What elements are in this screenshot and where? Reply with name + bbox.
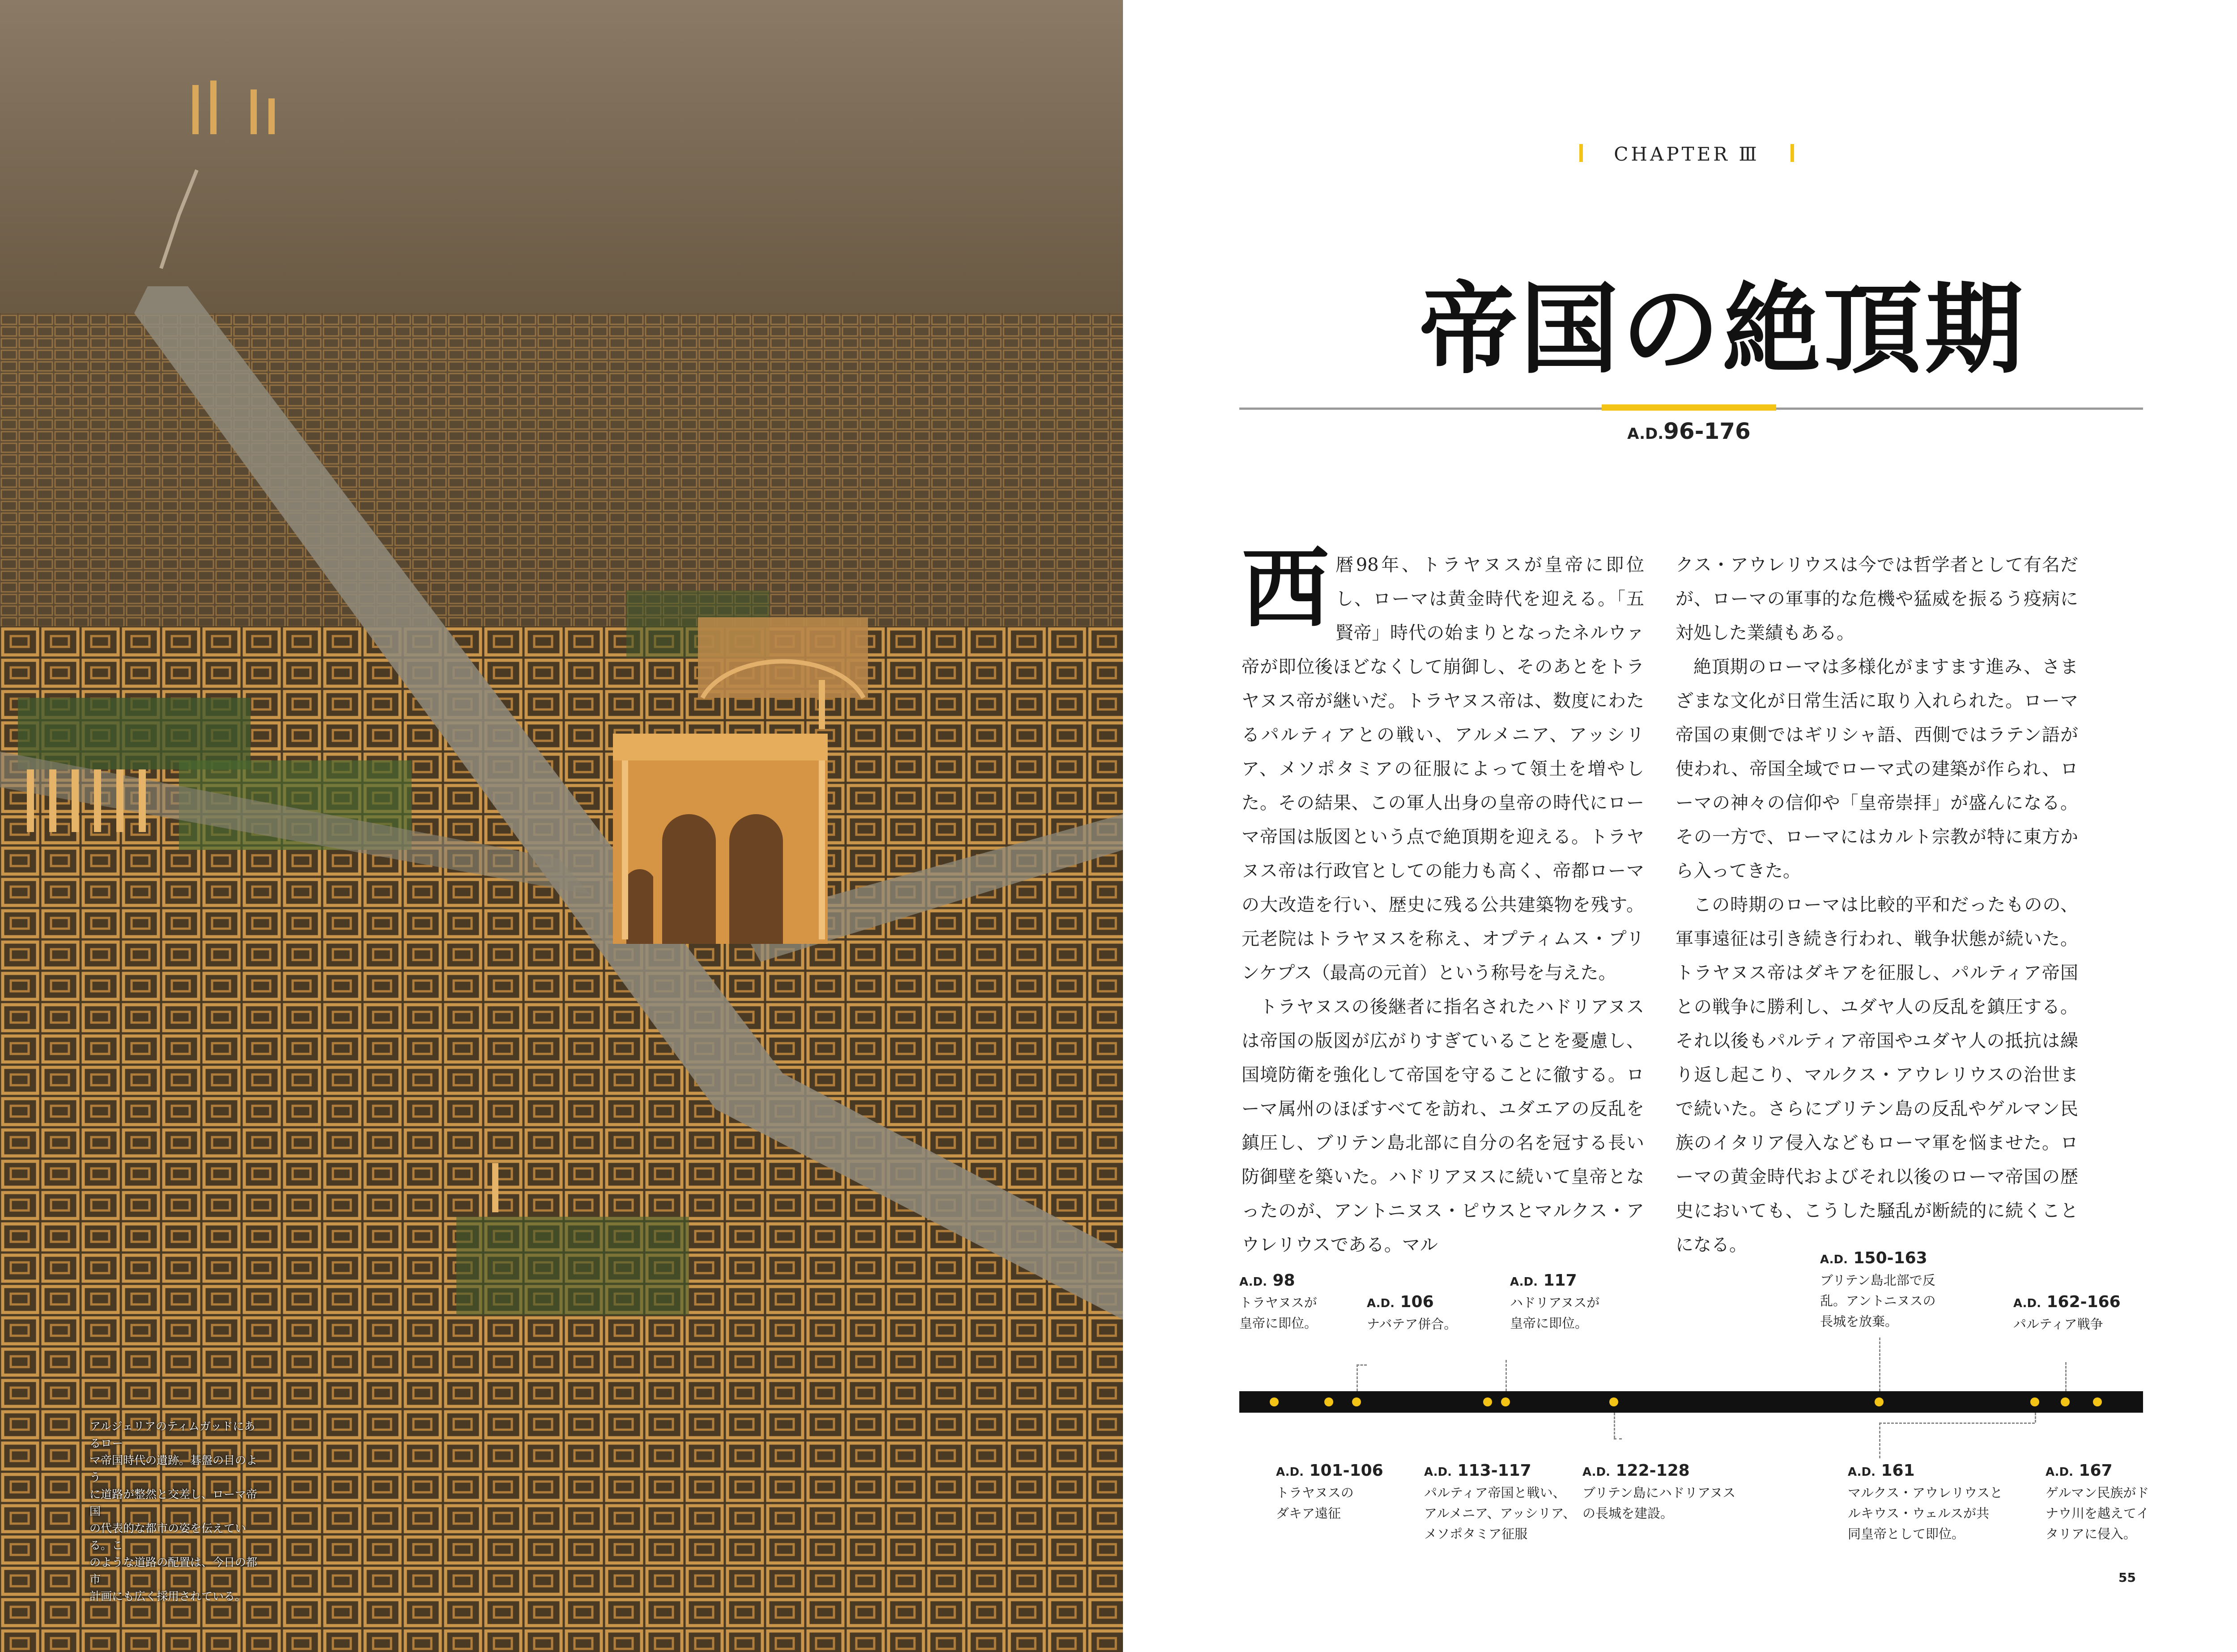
timeline-event-year-value: 162-166 <box>2041 1293 2121 1311</box>
chapter-bar-right <box>1790 144 1794 162</box>
timeline-event-year-value: 150-163 <box>1847 1249 1927 1267</box>
timeline-event-text: パルティア戦争 <box>2013 1317 2103 1332</box>
timeline-connector <box>1506 1360 1507 1391</box>
timeline-dot <box>1609 1397 1618 1406</box>
timeline-event-era: A.D. <box>1239 1275 1267 1289</box>
timeline-event-era: A.D. <box>1848 1465 1876 1479</box>
timeline-connector <box>2065 1362 2067 1391</box>
timeline-event <box>1239 1270 1317 1333</box>
caption-line: のような道路の配置は、今日の都市 <box>89 1556 258 1586</box>
timeline-event-text: ダキア遠征 <box>1276 1506 1341 1521</box>
body-column-2 <box>1676 548 2078 1262</box>
chapter-heading <box>1570 140 1803 166</box>
timeline-event <box>1820 1248 1936 1332</box>
timeline-event-year <box>1848 1461 2003 1482</box>
timeline-event-era: A.D. <box>1820 1253 1848 1266</box>
timeline-connector <box>1879 1423 2035 1424</box>
timeline-event-text: ナウ川を越えてイ <box>2046 1506 2150 1521</box>
photo-caption <box>89 1418 259 1605</box>
timeline-dot <box>1324 1397 1333 1406</box>
timeline-event-year <box>1820 1248 1936 1270</box>
paragraph: クス・アウレリウスは今では哲学者として有名だが、ローマの軍事的な危機や猛威を振るう疫病に対処した業績もある。 <box>1676 555 2078 643</box>
timeline-event-text: ブリテン島にハドリアヌス <box>1582 1485 1736 1500</box>
caption-line: の代表的な都市の姿を伝えている。こ <box>89 1522 247 1552</box>
timeline-event-text: マルクス・アウレリウスと <box>1848 1485 2003 1500</box>
timeline-event-year <box>1239 1270 1317 1292</box>
timeline-connector <box>1879 1423 1880 1458</box>
date-range-value: 96-176 <box>1663 418 1751 444</box>
timeline-event-text: タリアに侵入。 <box>2046 1526 2137 1542</box>
timeline-dot <box>1483 1397 1492 1406</box>
timeline-event-era: A.D. <box>1582 1465 1610 1479</box>
timeline-connector <box>1614 1413 1615 1438</box>
timeline-event-era: A.D. <box>1367 1297 1395 1310</box>
timeline-event <box>2046 1461 2149 1544</box>
timeline-dot <box>1875 1397 1884 1406</box>
timeline-event-text: アルメニア、アッシリア、 <box>1424 1506 1576 1521</box>
timeline-event-text: ナバテア併合。 <box>1367 1317 1457 1332</box>
timeline-event-text: メソポタミア征服 <box>1424 1526 1528 1542</box>
timeline-bar <box>1239 1391 2143 1413</box>
timeline-dot <box>1501 1397 1510 1406</box>
page-number: 55 <box>2118 1570 2136 1585</box>
timeline-connector <box>1614 1438 1622 1440</box>
timeline-event-year <box>1424 1461 1576 1482</box>
timeline-event-text: ルキウス・ウェルスが共 <box>1848 1506 1990 1521</box>
timeline-event <box>1276 1461 1383 1524</box>
timeline-event-era: A.D. <box>1510 1275 1538 1289</box>
timeline-dot <box>2030 1397 2039 1406</box>
paragraph: この時期のローマは比較的平和だったものの、軍事遠征は引き続き行われ、戦争状態が続いた。トラヤヌス帝はダキアを征服し、パルティア帝国との戦争に勝利し、ユダヤ人の反乱を鎮圧する。それ以後もパルティア帝国やユダヤ人の抵抗は繰り返し起こり、マルクス・アウレリウスの治世まで続いた。さらにブリテン島の反乱やゲルマン民族のイタリア侵入などもローマ軍を悩ませた。ローマの黄金時代およびそれ以後のローマ帝国の歴史においても、こうした騒乱が断続的に続くことになる。 <box>1676 895 2078 1255</box>
timeline-event-year <box>1276 1461 1383 1482</box>
timeline-connector <box>1879 1338 1880 1391</box>
timeline-event-text: 長城を放棄。 <box>1820 1314 1898 1329</box>
timeline-event-year <box>1510 1270 1599 1292</box>
timeline-event-year-value: 117 <box>1537 1271 1577 1290</box>
paragraph: 暦98年、トラヤヌスが皇帝に即位し、ローマは黄金時代を迎える。「五賢帝」時代の始まりとなったネルウァ帝が即位後ほどなくして崩御し、そのあとをトラヤヌス帝が継いだ。トラヤヌス帝は、数度にわたるパルティアとの戦い、アルメニア、アッシリア、メソポタミアの征服によって領土を増やした。その結果、この軍人出身の皇帝の時代にローマ帝国は版図という点で絶頂期を迎える。トラヤヌス帝は行政官としての能力も高く、帝都ローマの大改造を行い、歴史に残る公共建築物を残す。元老院はトラヤヌスを称え、オプティムス・プリンケプス（最高の元首）という称号を与えた。 <box>1242 555 1644 983</box>
timeline-connector <box>1357 1364 1358 1391</box>
timeline-event-era: A.D. <box>1424 1465 1452 1479</box>
timeline-dot <box>2093 1397 2102 1406</box>
timeline-event <box>1424 1461 1576 1544</box>
timeline-event-era: A.D. <box>1276 1465 1304 1479</box>
body-column-1 <box>1242 537 1644 1262</box>
timeline-event <box>1367 1292 1457 1334</box>
timeline-event-era: A.D. <box>2046 1465 2073 1479</box>
timeline-event-text: 皇帝に即位。 <box>1510 1316 1588 1331</box>
caption-line: マ帝国時代の遺跡。碁盤の目のよう <box>89 1454 258 1484</box>
timeline-event-text: ハドリアヌスが <box>1510 1295 1600 1310</box>
timeline-event-text: ゲルマン民族がド <box>2046 1485 2149 1500</box>
timeline-dot <box>2061 1397 2070 1406</box>
timeline-event-text: 皇帝に即位。 <box>1239 1316 1318 1331</box>
timeline-event <box>1582 1461 1735 1524</box>
timeline-event-text: 乱。アントニヌスの <box>1820 1293 1936 1308</box>
timeline-connector <box>2035 1413 2036 1423</box>
title-accent-bar <box>1602 404 1776 411</box>
timeline-event-text: ブリテン島北部で反 <box>1820 1273 1935 1288</box>
paragraph: 絶頂期のローマは多様化がますます進み、さまざまな文化が日常生活に取り入れられた。ローマ帝国の東側ではギリシャ語、西側ではラテン語が使われ、帝国全域でローマ式の建築が作られ、ローマの神々の信仰や「皇帝崇拝」が盛んになる。その一方で、ローマにはカルト宗教が特に東方から入ってきた。 <box>1676 657 2078 881</box>
timeline-event-year-value: 113-117 <box>1451 1461 1531 1480</box>
date-range <box>1593 418 1785 444</box>
chapter-label: CHAPTER Ⅲ <box>1614 143 1760 165</box>
timeline-event-text: の長城を建設。 <box>1582 1506 1674 1521</box>
timeline-event-era: A.D. <box>2013 1297 2041 1310</box>
timeline-event-text: トラヤヌスの <box>1276 1485 1354 1500</box>
caption-line: 計画にも広く採用されている。 <box>89 1590 247 1603</box>
page-title: 帝国の絶頂期 <box>1419 271 2026 387</box>
timeline-connector <box>1357 1364 1367 1366</box>
timeline-event-text: パルティア帝国と戦い、 <box>1424 1485 1566 1500</box>
timeline-event <box>2013 1292 2121 1334</box>
caption-line: アルジェリアのティムガッドにあるロー <box>89 1420 255 1450</box>
timeline-event-text: トラヤヌスが <box>1239 1295 1317 1310</box>
timeline-event-year <box>1367 1292 1457 1314</box>
timeline-event <box>1510 1270 1599 1333</box>
timeline-event-year <box>2046 1461 2149 1482</box>
timeline-event-text: 同皇帝として即位。 <box>1848 1526 1965 1542</box>
timeline-event-year-value: 167 <box>2073 1461 2113 1480</box>
timeline-event-year-value: 101-106 <box>1303 1461 1383 1480</box>
paragraph: トラヤヌスの後継者に指名されたハドリアヌスは帝国の版図が広がりすぎていることを憂慮し、国境防衛を強化して帝国を守ることに徹する。ローマ属州のほぼすべてを訪れ、ユダエアの反乱を鎮圧し、ブリテン島北部に自分の名を冠する長い防御壁を築いた。ハドリアヌスに続いて皇帝となったのが、アントニヌス・ピウスとマルクス・アウレリウスである。マル <box>1242 997 1644 1255</box>
timeline-event-year <box>2013 1292 2121 1314</box>
caption-line: に道路が整然と交差し、ローマ帝国 <box>89 1488 258 1518</box>
timeline-event-year-value: 122-128 <box>1610 1461 1690 1480</box>
drop-cap: 西 <box>1242 537 1330 640</box>
timeline-event <box>1848 1461 2003 1544</box>
timeline-event-year-value: 161 <box>1875 1461 1915 1480</box>
timeline-event-year <box>1582 1461 1735 1482</box>
timeline-dot <box>1352 1397 1361 1406</box>
timeline-event-year-value: 98 <box>1267 1271 1295 1290</box>
timeline-dot <box>1270 1397 1279 1406</box>
timeline-event-year-value: 106 <box>1394 1293 1434 1311</box>
date-prefix: A.D. <box>1627 425 1664 443</box>
